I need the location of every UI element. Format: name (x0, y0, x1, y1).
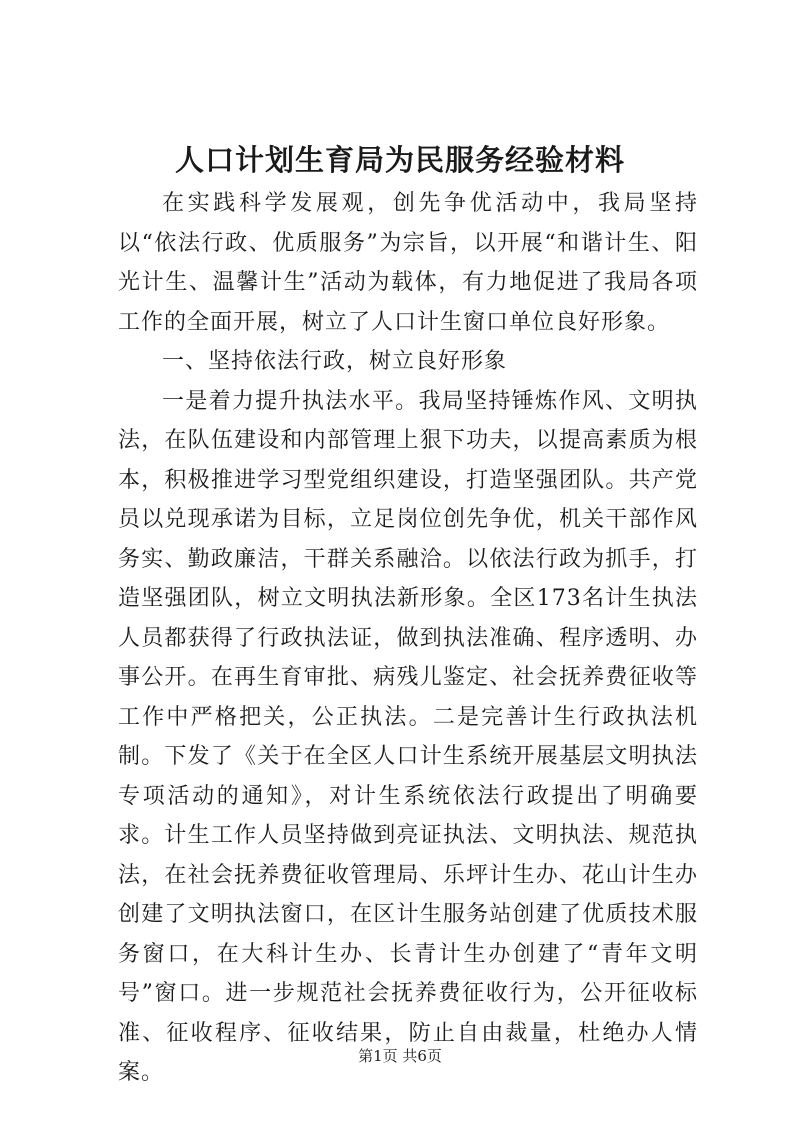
page-number-footer: 第1页 共6页 (358, 1047, 442, 1065)
section-heading: 一、坚持依法行政，树立良好形象 (162, 349, 508, 374)
document-title: 人口计划生育局为民服务经验材料 (174, 143, 625, 177)
document-body (118, 184, 698, 1093)
intro-paragraph: 在实践科学发展观，创先争优活动中，我局坚持以“依法行政、优质服务”为宗旨，以开展“和谐计生、阳光计生、温馨计生”活动为载体，有力地促进了我局各项工作的全面开展，树立了人口计生窗口单位良好形象。 (118, 191, 698, 335)
body-paragraph: 一是着力提升执法水平。我局坚持锤炼作风、文明执法，在队伍建设和内部管理上狠下功夫，以提高素质为根本，积极推进学习型党组织建设，打造坚强团队。共产党员以兑现承诺为目标，立足岗位创先争优，机关干部作风务实、勤政廉洁，干群关系融洽。以依法行政为抓手，打造坚强团队，树立文明执法新形象。全区173名计生执法人员都获得了行政执法证，做到执法准确、程序透明、办事公开。在再生育审批、病残儿鉴定、社会抚养费征收等工作中严格把关，公正执法。二是完善计生行政执法机制。下发了《关于在全区人口计生系统开展基层文明执法专项活动的通知》，对计生系统依法行政提出了明确要求。计生工作人员坚持做到亮证执法、文明执法、规范执法，在社会抚养费征收管理局、乐坪计生办、花山计生办创建了文明执法窗口，在区计生服务站创建了优质技术服务窗口，在大科计生办、长青计生办创建了“青年文明号”窗口。进一步规范社会抚养费征收行为，公开征收标准、征收程序、征收结果，防止自由裁量，杜绝办人情案。 (118, 388, 698, 1085)
